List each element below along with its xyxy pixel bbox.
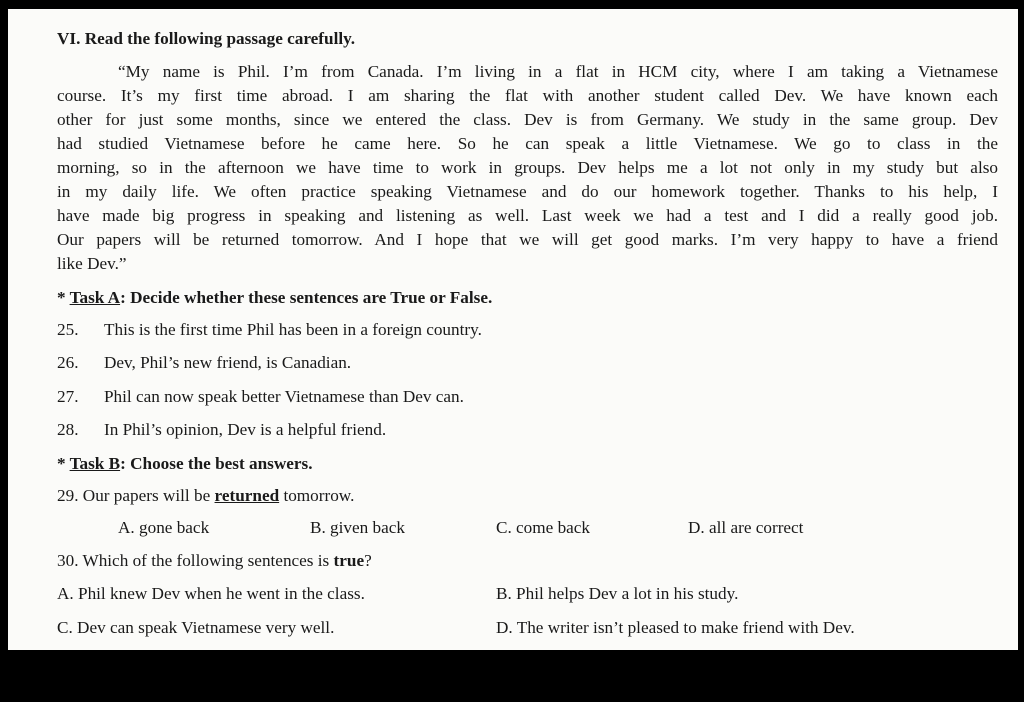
task-b-label: Task B — [69, 454, 121, 473]
question-text: ? — [364, 551, 372, 570]
section-title: VI. Read the following passage carefully. — [57, 29, 356, 48]
answer-option-d[interactable]: D. all are correct — [688, 518, 804, 537]
question-26 — [57, 353, 351, 373]
question-number: 25. — [57, 320, 79, 339]
passage-line: in my daily life. We often practice speaking Vietnamese and do our homework together. Thanks to his help, I — [57, 182, 998, 201]
question-number: 27. — [57, 387, 79, 406]
question-text: In Phil’s opinion, Dev is a helpful friend. — [104, 420, 387, 439]
question-keyword: returned — [214, 486, 280, 505]
passage-line: morning, so in the afternoon we have time to work in groups. Dev helps me a lot not only in my study but also — [57, 158, 998, 177]
task-b-instruction: : Choose the best answers. — [120, 454, 313, 473]
passage-line: other for just some months, since we entered the class. Dev is from Germany. We study in the same group. Dev — [57, 110, 998, 129]
answer-option-d[interactable]: D. The writer isn’t pleased to make friend with Dev. — [496, 618, 855, 637]
passage-line: “My name is Phil. I’m from Canada. I’m living in a flat in HCM city, where I am taking a Vietnamese — [118, 62, 998, 81]
answer-option-c[interactable]: C. come back — [496, 518, 591, 537]
question-text: Dev, Phil’s new friend, is Canadian. — [104, 353, 352, 372]
answer-option-b[interactable]: B. given back — [310, 518, 405, 537]
passage-line: had studied Vietnamese before he came here. So he can speak a little Vietnamese. We go to class in the — [57, 134, 998, 153]
question-27 — [57, 387, 464, 407]
question-number: 28. — [57, 420, 79, 439]
question-text: 30. Which of the following sentences is — [57, 551, 334, 570]
task-a-instruction: : Decide whether these sentences are True or False. — [120, 288, 493, 307]
passage-line: like Dev.” — [57, 254, 127, 273]
passage-line: have made big progress in speaking and listening as well. Last week we had a test and I did a really good job. — [57, 206, 998, 225]
worksheet-page — [8, 9, 1018, 650]
question-number: 26. — [57, 353, 79, 372]
question-text: This is the first time Phil has been in a foreign country. — [104, 320, 482, 339]
passage-line: Our papers will be returned tomorrow. And I hope that we will get good marks. I’m very happy to have a friend — [57, 230, 998, 249]
question-30 — [57, 551, 372, 571]
question-text: Phil can now speak better Vietnamese than Dev can. — [104, 387, 464, 406]
answer-option-c[interactable]: C. Dev can speak Vietnamese very well. — [57, 618, 335, 637]
question-29 — [57, 486, 354, 506]
bullet: * — [57, 454, 66, 473]
answer-option-b[interactable]: B. Phil helps Dev a lot in his study. — [496, 584, 739, 603]
task-b-heading — [57, 454, 313, 474]
question-25 — [57, 320, 482, 340]
bullet: * — [57, 288, 66, 307]
passage-line: course. It’s my first time abroad. I am sharing the flat with another student called Dev. We have known each — [57, 86, 998, 105]
question-keyword: true — [333, 551, 365, 570]
answer-option-a[interactable]: A. gone back — [118, 518, 210, 537]
question-28 — [57, 420, 386, 440]
question-text: 29. Our papers will be — [57, 486, 215, 505]
task-a-heading — [57, 288, 492, 308]
answer-option-a[interactable]: A. Phil knew Dev when he went in the class. — [57, 584, 365, 603]
task-a-label: Task A — [69, 288, 121, 307]
question-text: tomorrow. — [279, 486, 355, 505]
